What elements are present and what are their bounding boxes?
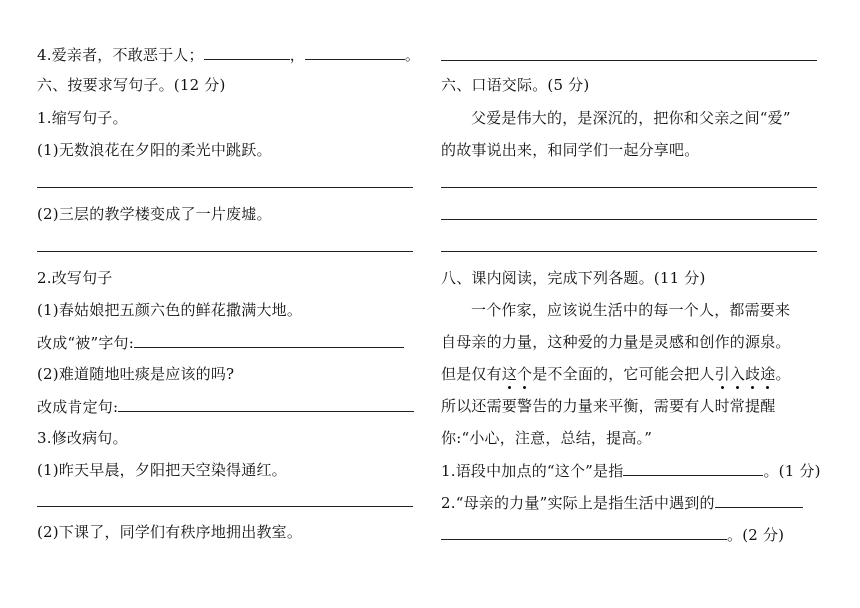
passage-line-2: 自母亲的力量，这种爱的力量是灵感和创作的源泉。 — [441, 333, 791, 351]
question-text: 2.“母亲的力量”实际上是指生活中遇到的 — [441, 494, 715, 512]
sub3-item2: (2)下课了，同学们有秩序地拥出教室。 — [37, 523, 303, 541]
section-6b-title: 六、口语交际。(5 分) — [441, 76, 590, 94]
reading-question-1 — [441, 460, 821, 481]
sub1-item1: (1)无数浪花在夕阳的柔光中跳跃。 — [37, 141, 272, 159]
end-punctuation: 。 — [404, 46, 421, 64]
passage-line-5: 你:“小心，注意，总结，提高。” — [441, 429, 653, 447]
reading-question-2-cont — [441, 524, 784, 545]
answer-line[interactable] — [441, 219, 817, 220]
question-score: 。(1 分) — [763, 462, 821, 480]
sub2-item1: (1)春姑娘把五颜六色的鲜花撒满大地。 — [37, 301, 303, 319]
answer-line[interactable] — [37, 187, 413, 188]
sub2-item1-prompt-line — [37, 332, 404, 353]
passage-line-1: 一个作家，应该说生活中的每一个人，都需要来 — [471, 301, 791, 319]
answer-blank[interactable] — [134, 332, 404, 348]
passage-text: 。 — [775, 365, 791, 383]
question-4-text: 4.爱亲者，不敢恶于人； — [37, 46, 204, 64]
emphasized-char: 歧 — [745, 365, 761, 383]
question-score: 。(2 分) — [727, 526, 785, 544]
answer-blank[interactable] — [204, 44, 290, 60]
question-text: 1.语段中加点的“这个”是指 — [441, 462, 624, 480]
answer-line[interactable] — [441, 60, 817, 61]
emphasized-char: 途 — [760, 365, 776, 383]
subsection-3-title: 3.修改病句。 — [37, 429, 128, 447]
passage-text: 是不全面的，它可能会把人 — [532, 365, 715, 383]
sub2-item2-prompt: 改成肯定句: — [37, 398, 119, 416]
answer-blank[interactable] — [715, 492, 803, 508]
question-4-line — [37, 44, 420, 65]
answer-line[interactable] — [441, 251, 817, 252]
subsection-2-title: 2.改写句子 — [37, 269, 113, 287]
passage-line-4: 所以还需要警告的力量来平衡，需要有人时常提醒 — [441, 397, 776, 415]
sub2-item2: (2)难道随地吐痰是应该的吗? — [37, 365, 235, 383]
answer-line[interactable] — [37, 506, 413, 507]
emphasized-char: 个 — [517, 365, 533, 383]
section-8-title: 八、课内阅读，完成下列各题。(11 分) — [441, 269, 706, 287]
reading-question-2 — [441, 492, 803, 513]
answer-line[interactable] — [441, 187, 817, 188]
section-6-title: 六、按要求写句子。(12 分) — [37, 76, 226, 94]
section-6b-prompt-line2: 的故事说出来，和同学们一起分享吧。 — [441, 141, 700, 159]
answer-blank[interactable] — [441, 524, 727, 540]
answer-blank[interactable] — [305, 44, 405, 60]
emphasized-char: 入 — [729, 365, 746, 383]
sub3-item1: (1)昨天早晨，夕阳把天空染得通红。 — [37, 461, 287, 479]
section-6b-prompt-line1: 父爱是伟大的，是深沉的，把你和父亲之间“爱” — [471, 109, 791, 127]
passage-text: 但是仅有 — [441, 365, 502, 383]
answer-blank[interactable] — [623, 460, 763, 476]
sub2-item2-prompt-line — [37, 396, 414, 417]
separator-text: ， — [289, 46, 305, 64]
emphasized-char: 引 — [714, 365, 730, 383]
sub1-item2: (2)三层的教学楼变成了一片废墟。 — [37, 205, 272, 223]
subsection-1-title: 1.缩写句子。 — [37, 109, 128, 127]
emphasized-char: 这 — [501, 365, 518, 383]
passage-line-3 — [441, 364, 791, 384]
answer-line[interactable] — [37, 251, 413, 252]
answer-blank[interactable] — [118, 396, 414, 412]
sub2-item1-prompt: 改成“被”字句: — [37, 334, 134, 352]
